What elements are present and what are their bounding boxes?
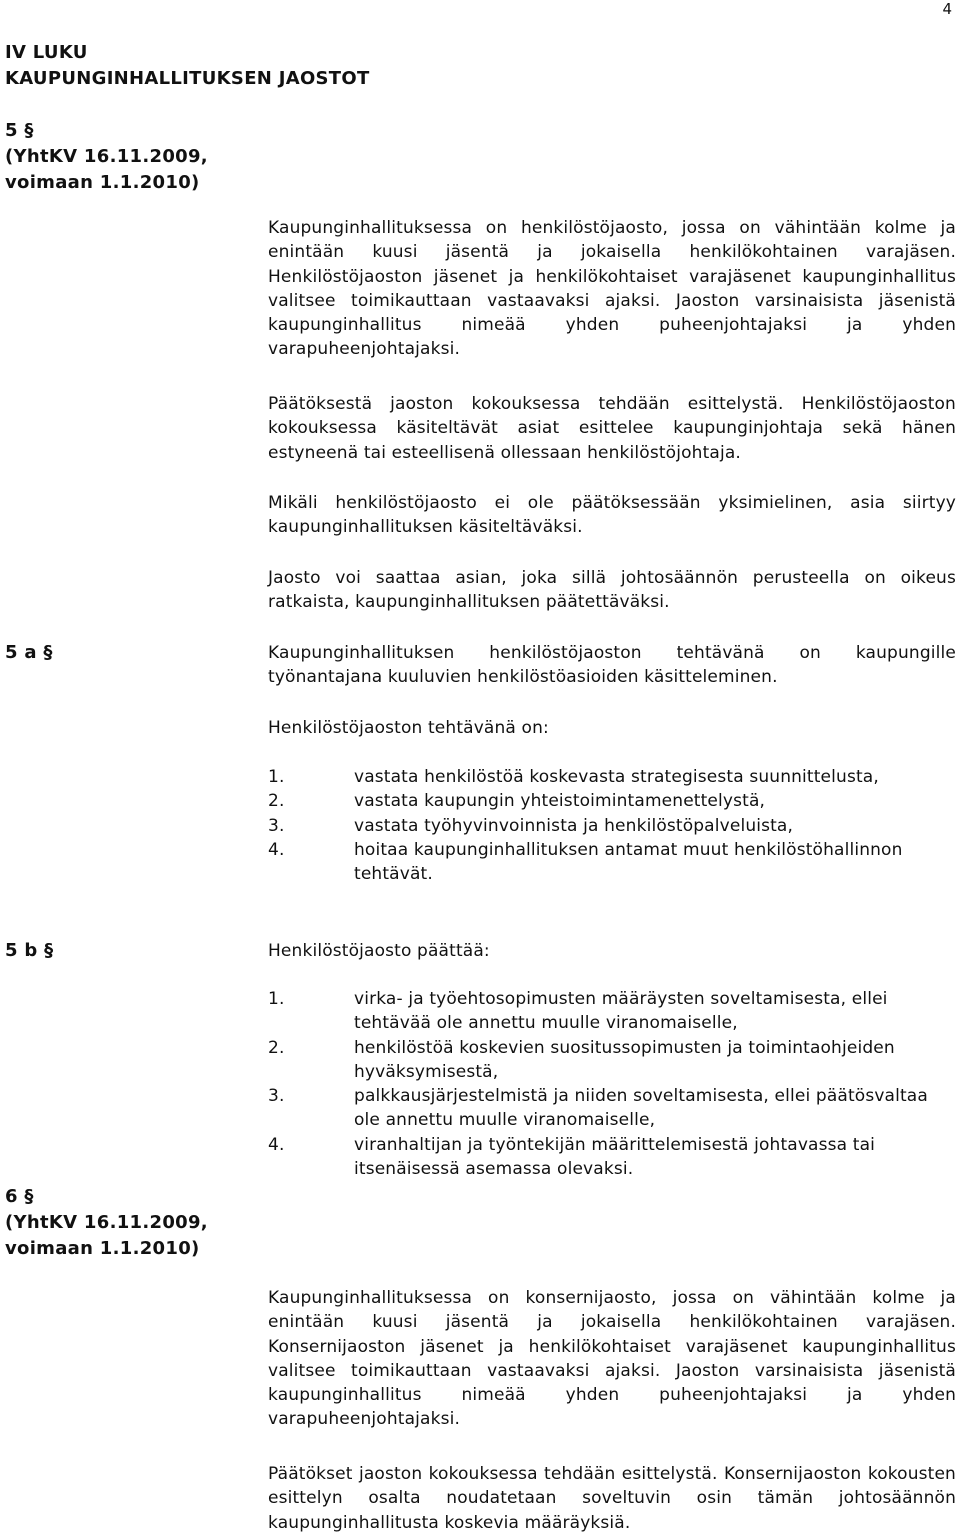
list-item-number: 4. [268,1134,285,1155]
list-item-text: virka- ja työehtosopimusten määräysten soveltamisesta, ellei tehtävää ole annettu muulle viranomaiselle, [354,989,888,1034]
section-5-paragraph-2: Päätöksestä jaoston kokouksessa tehdään esittelystä. Henkilöstöjaoston kokouksessa käsiteltävät asiat esittelee kaupunginjohtaja sekä hänen estyneenä tai esteellisenä ollessaan henkilöstöjohtaja. [268,394,956,463]
list-item [268,987,956,1036]
list-item-text: palkkausjärjestelmistä ja niiden soveltamisesta, ellei päätösvaltaa ole annettu muulle viranomaiselle, [354,1086,928,1131]
list-item-text: vastata henkilöstöä koskevasta strategisesta suunnittelusta, [354,767,879,787]
list-item [268,765,956,789]
section-5-paragraph-1: Kaupunginhallituksessa on henkilöstöjaosto, jossa on vähintään kolme ja enintään kuusi jäsentä ja jokaisella henkilökohtainen varajäsen. Henkilöstöjaoston jäsenet ja henkilökohtaiset varajäsenet kaupunginhallitus valitsee toimikauttaan vastaavaksi ajaksi. Jaoston varsinaisista jäsenistä kaupunginhallitus nimeää yhden puheenjohtajaksi ja yhden varapuheenjohtajaksi. [268,218,956,360]
section-5a-label: 5 a § [5,642,53,663]
list-item [268,1084,956,1133]
section-5-label [5,118,208,196]
section-6-number: 6 § [5,1186,34,1207]
section-5-ref-line2: voimaan 1.1.2010) [5,172,200,193]
section-5b-intro: Henkilöstöjaosto päättää: [268,941,490,961]
list-item-number: 1. [268,989,285,1009]
chapter-heading [5,40,370,92]
list-item-number: 2. [268,1037,285,1058]
section-5-paragraph-3: Mikäli henkilöstöjaosto ei ole päätöksessään yksimielinen, asia siirtyy kaupunginhallituksen käsiteltäväksi. [268,493,956,538]
list-item [268,1036,956,1085]
list-item [268,1133,956,1182]
list-item [268,838,956,887]
section-6-label [5,1184,208,1262]
list-item-text: vastata kaupungin yhteistoimintamenettelystä, [354,791,766,812]
list-item-text: vastata työhyvinvoinnista ja henkilöstöpalveluista, [354,815,794,836]
list-item-number: 3. [268,1086,285,1107]
section-6-ref-line1: (YhtKV 16.11.2009, [5,1212,208,1233]
list-item-number: 1. [268,767,285,787]
section-5b-label: 5 b § [5,940,54,961]
section-5b-list [268,987,956,1181]
list-item [268,789,956,813]
section-5-number: 5 § [5,120,34,141]
section-5-paragraph-4: Jaosto voi saattaa asian, joka sillä johtosäännön perusteella on oikeus ratkaista, kaupunginhallituksen päätettäväksi. [268,568,956,613]
chapter-number: IV LUKU [5,42,88,63]
list-item-number: 4. [268,839,285,860]
section-5a-paragraph-2: Henkilöstöjaoston tehtävänä on: [268,718,549,738]
chapter-title: KAUPUNGINHALLITUKSEN JAOSTOT [5,68,370,89]
section-5a-paragraph-1: Kaupunginhallituksen henkilöstöjaoston tehtävänä on kaupungille työnantajana kuuluvien henkilöstöasioiden käsitteleminen. [268,643,956,688]
section-6-paragraph-1: Kaupunginhallituksessa on konsernijaosto, jossa on vähintään kolme ja enintään kuusi jäsentä ja jokaisella henkilökohtainen varajäsen. Konsernijaoston jäsenet ja henkilökohtaiset varajäsenet kaupunginhallitus valitsee toimikauttaan vastaavaksi ajaksi. Jaoston varsinaisista jäsenistä kaupunginhallitus nimeää yhden puheenjohtajaksi ja yhden varapuheenjohtajaksi. [268,1288,956,1430]
page-number: 4 [942,0,952,18]
section-6-paragraph-2: Päätökset jaoston kokouksessa tehdään esittelystä. Konsernijaoston kokousten esittelyn osalta noudatetaan soveltuvin osin tämän johtosäännön kaupunginhallitusta koskevia määräyksiä. [268,1464,956,1533]
list-item-text: hoitaa kaupunginhallituksen antamat muut henkilöstöhallinnon tehtävät. [354,839,903,885]
list-item [268,814,956,838]
list-item-number: 3. [268,815,285,836]
section-5a-list [268,765,956,886]
section-6-ref-line2: voimaan 1.1.2010) [5,1238,200,1259]
list-item-text: viranhaltijan ja työntekijän määrittelemisestä johtavassa tai itsenäisessä asemassa olevaksi. [354,1134,876,1180]
section-5-ref-line1: (YhtKV 16.11.2009, [5,146,208,167]
list-item-number: 2. [268,791,285,812]
list-item-text: henkilöstöä koskevien suositussopimusten ja toimintaohjeiden hyväksymisestä, [354,1037,895,1082]
